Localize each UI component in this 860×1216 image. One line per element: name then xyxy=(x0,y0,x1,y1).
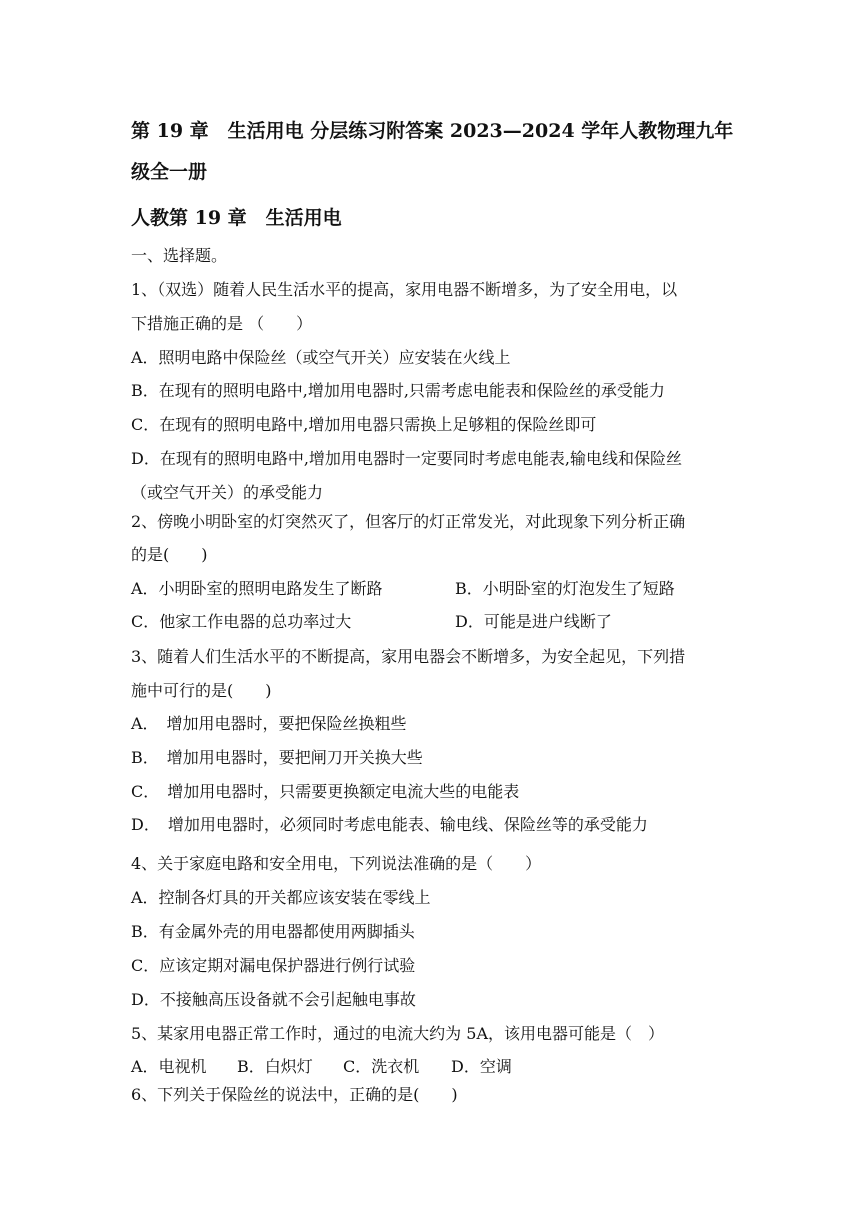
question-1-stem-line-2: 下措施正确的是 （ ） xyxy=(131,314,313,333)
section-heading: 一、选择题。 xyxy=(131,246,228,265)
question-3-stem-line-2: 施中可行的是( ) xyxy=(131,681,272,700)
question-1-option-d: D．在现有的照明电路中,增加用电器时一定要同时考虑电能表,输电线和保险丝 xyxy=(131,449,683,468)
question-3-option-d: D． 增加用电器时，必须同时考虑电能表、输电线、保险丝等的承受能力 xyxy=(131,815,648,834)
question-5-options-row xyxy=(131,1057,551,1077)
question-1-option-b: B．在现有的照明电路中,增加用电器时,只需考虑电能表和保险丝的承受能力 xyxy=(131,381,665,400)
question-4-option-d: D．不接触高压设备就不会引起触电事故 xyxy=(131,990,416,1009)
question-6-stem: 6、下列关于保险丝的说法中，正确的是( ) xyxy=(131,1085,458,1104)
question-5-option-c: C．洗衣机 xyxy=(343,1057,420,1076)
question-4-option-c: C．应该定期对漏电保护器进行例行试验 xyxy=(131,956,416,975)
question-4-option-a: A．控制各灯具的开关都应该安装在零线上 xyxy=(131,888,431,907)
chapter-subtitle: 人教第 19 章 生活用电 xyxy=(131,207,342,229)
question-2-stem-line-2: 的是( ) xyxy=(131,545,208,564)
question-3-option-a: A． 增加用电器时，要把保险丝换粗些 xyxy=(131,714,407,733)
question-2-option-c: C．他家工作电器的总功率过大 xyxy=(131,612,352,631)
question-5-stem: 5、某家用电器正常工作时，通过的电流大约为 5A，该用电器可能是（ ） xyxy=(131,1024,665,1043)
question-3-stem-line-1: 3、随着人们生活水平的不断提高，家用电器会不断增多，为安全起见，下列措 xyxy=(131,647,686,666)
question-2-options-row-2 xyxy=(131,612,731,632)
question-4-stem: 4、关于家庭电路和安全用电，下列说法准确的是（ ） xyxy=(131,854,542,873)
document-title-line-2: 级全一册 xyxy=(131,161,208,183)
question-1-option-a: A．照明电路中保险丝（或空气开关）应安装在火线上 xyxy=(131,348,511,367)
question-2-option-a: A．小明卧室的照明电路发生了断路 xyxy=(131,579,383,598)
question-4-option-b: B．有金属外壳的用电器都使用两脚插头 xyxy=(131,922,415,941)
question-2-options-row-1 xyxy=(131,579,731,599)
question-2-stem-line-1: 2、傍晚小明卧室的灯突然灭了，但客厅的灯正常发光，对此现象下列分析正确 xyxy=(131,512,686,531)
question-2-option-b: B．小明卧室的灯泡发生了短路 xyxy=(455,579,675,598)
question-5-option-a: A．电视机 xyxy=(131,1057,207,1076)
question-5-option-d: D．空调 xyxy=(451,1057,512,1076)
question-2-option-d: D．可能是进户线断了 xyxy=(455,612,612,631)
question-3-option-c: C． 增加用电器时，只需要更换额定电流大些的电能表 xyxy=(131,782,520,801)
question-1-option-c: C．在现有的照明电路中,增加用电器只需换上足够粗的保险丝即可 xyxy=(131,415,597,434)
question-5-option-b: B．白炽灯 xyxy=(237,1057,313,1076)
question-1-stem-line-1: 1、（双选）随着人民生活水平的提高，家用电器不断增多，为了安全用电，以 xyxy=(131,280,678,299)
question-3-option-b: B． 增加用电器时，要把闸刀开关换大些 xyxy=(131,748,423,767)
document-title-line-1: 第 19 章 生活用电 分层练习附答案 2023—2024 学年人教物理九年 xyxy=(131,120,734,142)
question-1-option-d-continued: （或空气开关）的承受能力 xyxy=(131,483,324,502)
